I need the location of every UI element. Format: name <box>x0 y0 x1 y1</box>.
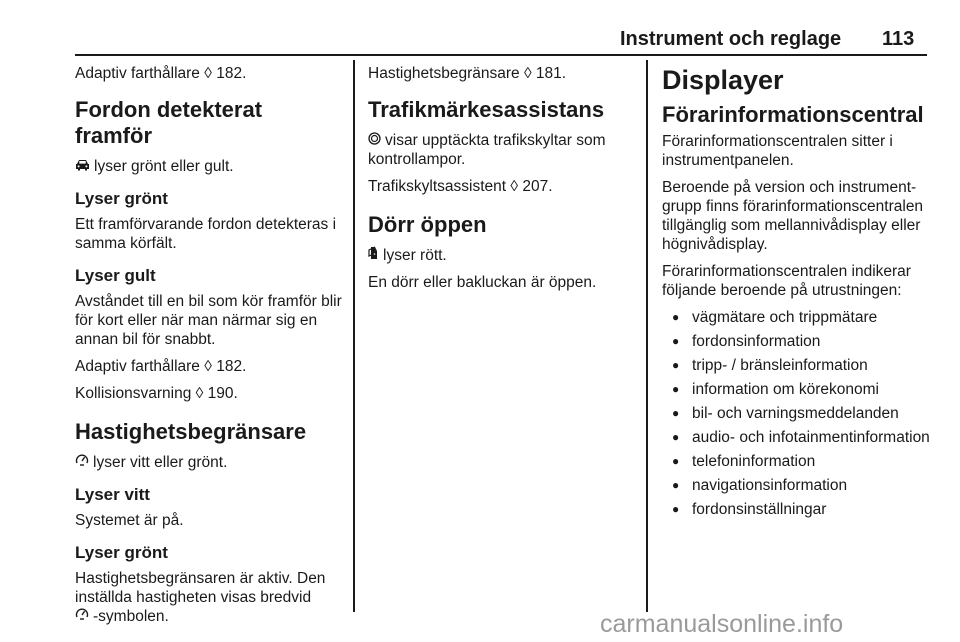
paragraph-trafik-ref: Trafikskyltsassistent ◊ 207. <box>368 178 553 195</box>
heading-lyser-gront: Lyser grönt <box>75 189 168 208</box>
paragraph-fordon-text: lyser grönt eller gult. <box>94 158 234 175</box>
paragraph-symbolen-text: -symbolen. <box>93 608 169 625</box>
paragraph-trafik <box>368 131 638 169</box>
paragraph-lyser-vitt: Systemet är på. <box>75 512 184 529</box>
heading-fordon-detekterat: Fordon detekterat framför <box>75 97 263 148</box>
paragraph-adaptiv-ref: Adaptiv farthållare ◊ 182. <box>75 65 247 82</box>
heading-displayer: Displayer <box>662 65 784 95</box>
list-item: ● fordonsinformation <box>662 332 937 351</box>
page-header-title: Instrument och reglage <box>620 28 842 50</box>
paragraph-lyser-gront: Ett framförvarande fordon detekteras i samma körfält. <box>75 216 337 252</box>
paragraph-aktiv <box>75 569 345 626</box>
heading-hastighetsbegransare: Hastighetsbegränsare <box>75 419 307 444</box>
paragraph-fordon <box>75 157 345 176</box>
column-3 <box>662 64 937 524</box>
paragraph-dorr-2: En dörr eller bakluckan är öppen. <box>368 274 597 291</box>
column-2 <box>368 64 638 300</box>
watermark: carmanualsonline.info <box>600 610 844 638</box>
heading-forarinformationscentral: Förarinformationscentral <box>662 102 924 127</box>
speed-limiter-icon <box>75 454 89 471</box>
heading-trafikmarkesassistans: Trafikmärkesassistans <box>368 97 605 122</box>
heading-dorr-oppen: Dörr öppen <box>368 212 487 237</box>
paragraph-lyser-gult: Avståndet till en bil som kör framför blir för kort eller när man närmar sig en annan bil för snabbt. <box>75 293 342 348</box>
vehicle-ahead-icon <box>75 158 90 175</box>
paragraph-hastighet <box>75 453 345 472</box>
speed-limiter-icon <box>75 608 89 625</box>
paragraph-kollision-ref: Kollisionsvarning ◊ 190. <box>75 385 238 402</box>
paragraph-dorr-text: lyser rött. <box>383 247 447 264</box>
paragraph-adaptiv-ref-2: Adaptiv farthållare ◊ 182. <box>75 358 247 375</box>
door-open-icon <box>368 247 379 264</box>
paragraph-hastighet-text: lyser vitt eller grönt. <box>93 454 228 471</box>
paragraph-forar-1: Förarinformationscentralen sitter i instrumentpanelen. <box>662 133 893 169</box>
header-rule <box>75 54 927 56</box>
list-item: ● fordonsinställningar <box>662 500 937 519</box>
list-item: ● audio- och infotainmentinformation <box>662 428 937 447</box>
column-divider-2 <box>646 60 648 612</box>
heading-lyser-gront-2: Lyser grönt <box>75 543 168 562</box>
paragraph-dorr <box>368 246 638 265</box>
bullet-list <box>662 308 937 519</box>
paragraph-trafik-text: visar upptäckta trafikskyltar som kontrollampor. <box>368 132 606 168</box>
list-item: ● navigationsinformation <box>662 476 937 495</box>
list-item: ● vägmätare och trippmätare <box>662 308 937 327</box>
heading-lyser-vitt: Lyser vitt <box>75 485 150 504</box>
list-item: ● bil- och varningsmeddelanden <box>662 404 937 423</box>
paragraph-forar-3: Förarinformationscentralen indikerar följande beroende på utrustningen: <box>662 263 911 299</box>
column-1 <box>75 64 345 626</box>
list-item: ● tripp- / bränsleinformation <box>662 356 937 375</box>
heading-lyser-gult: Lyser gult <box>75 266 156 285</box>
paragraph-aktiv-text: Hastighetsbegränsaren är aktiv. Den inställda hastigheten visas bredvid <box>75 570 326 606</box>
column-divider-1 <box>353 60 355 612</box>
paragraph-hastighet-ref: Hastighetsbegränsare ◊ 181. <box>368 65 567 82</box>
list-item: ● telefoninformation <box>662 452 937 471</box>
traffic-sign-icon <box>368 132 381 149</box>
paragraph-forar-2: Beroende på version och instrumentgrupp finns förarinformationscentralen tillgänglig som mellannivådisplay eller högnivådisplay. <box>662 179 924 253</box>
list-item: ● information om körekonomi <box>662 380 937 399</box>
page-number: 113 <box>882 28 915 50</box>
